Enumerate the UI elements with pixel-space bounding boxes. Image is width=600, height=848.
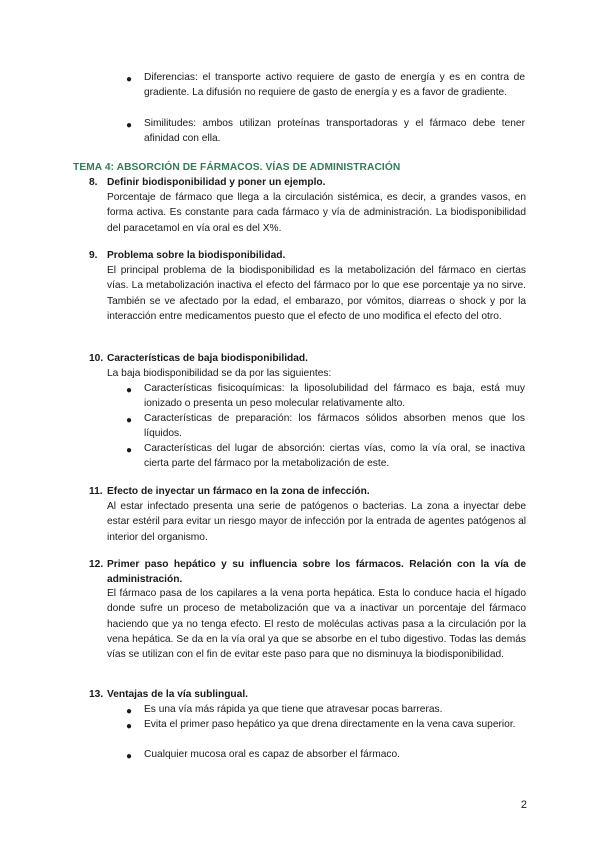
question-number: 8. <box>89 177 98 188</box>
question-number: 12. <box>89 559 104 570</box>
q13-bullet-first-pass: Evita el primer paso hepático ya que drena directamente en la vena cava superior. <box>144 719 516 730</box>
question-12-answer: El fármaco pasa de los capilares a la vena porta hepática. Esta lo conduce hacia el hígado donde sufre un proceso de metabolización que va a inactivar un porcentaje del fármaco haciendo que ya no tenga efecto. El resto de moléculas activas pasa a la circulación por la vena hepática. Se da en la vía oral ya que se absorbe en el tubo digestivo. Todas las demás vías se utilizan con el fin de evitar este paso para que no disminuya la biodisponibilidad. <box>107 588 526 661</box>
q10-bullet-preparation: Características de preparación: los fármacos sólidos absorben menos que los líquidos. <box>144 413 525 440</box>
question-13-heading <box>89 687 529 702</box>
question-number: 10. <box>89 353 104 364</box>
bullet-marker: ● <box>126 721 133 732</box>
q10-bullet-physicochemical: Características fisicoquímicas: la liposolubilidad del fármaco es baja, está muy ionizado o presenta un peso molecular relativamente alto. <box>144 383 525 410</box>
question-10-intro: La baja biodisponibilidad se da por las siguientes: <box>107 368 332 379</box>
bullet-similarities: Similitudes: ambos utilizan proteínas transportadoras y el fármaco debe tener afinidad con ella. <box>144 118 525 145</box>
question-9-heading <box>89 248 529 263</box>
question-number: 9. <box>89 250 98 261</box>
question-11-heading <box>89 484 529 499</box>
bullet-marker: ● <box>126 385 133 396</box>
q13-bullet-mucosa: Cualquier mucosa oral es capaz de absorber el fármaco. <box>144 749 400 760</box>
question-number: 13. <box>89 689 104 700</box>
bullet-differences: Diferencias: el transporte activo requiere de gasto de energía y es en contra de gradiente. La difusión no requiere de gasto de energía y es a favor de gradiente. <box>144 72 525 99</box>
question-title: Ventajas de la vía sublingual. <box>107 689 248 700</box>
bullet-marker: ● <box>126 120 133 131</box>
question-title: Efecto de inyectar un fármaco en la zona de infección. <box>107 486 370 497</box>
question-number: 11. <box>89 486 103 497</box>
bullet-marker: ● <box>126 445 133 456</box>
q13-bullet-faster: Es una vía más rápida ya que tiene que atravesar pocas barreras. <box>144 704 443 715</box>
question-8-heading <box>89 175 529 190</box>
question-12-heading <box>89 557 526 588</box>
bullet-marker: ● <box>126 415 133 426</box>
question-8-answer: Porcentaje de fármaco que llega a la circulación sistémica, es decir, a grandes vasos, en forma activa. Es constante para cada fármaco y vía de administración. La biodisponibilidad del paracetamol en vía oral es del X%. <box>107 192 526 234</box>
question-title: Problema sobre la biodisponibilidad. <box>107 250 286 261</box>
question-title: Primer paso hepático y su influencia sobre los fármacos. Relación con la vía de administración. <box>107 559 526 586</box>
section-title: TEMA 4: ABSORCIÓN DE FÁRMACOS. VÍAS DE ADMINISTRACIÓN <box>73 162 401 173</box>
bullet-marker: ● <box>126 706 133 717</box>
question-title: Definir biodisponibilidad y poner un ejemplo. <box>107 177 326 188</box>
q10-bullet-absorption-site: Características del lugar de absorción: ciertas vías, como la vía oral, se inactiva cierta parte del fármaco por la metabolización de este. <box>144 443 525 470</box>
question-9-answer: El principal problema de la biodisponibilidad es la metabolización del fármaco en ciertas vías. La metabolización inactiva el efecto del fármaco por lo que ese porcentaje ya no sirve. También se ve afectado por la edad, el embarazo, por vómitos, diarreas o shock y por la interacción entre medicamentos puesto que el efecto de uno modifica el efecto del otro. <box>107 265 526 322</box>
question-title: Características de baja biodisponibilidad. <box>107 353 308 364</box>
question-10-heading <box>89 351 529 366</box>
bullet-marker: ● <box>126 74 133 85</box>
page-number: 2 <box>520 799 527 811</box>
question-11-answer: Al estar infectado presenta una serie de patógenos o bacterias. La zona a inyectar debe estar estéril para evitar un riesgo mayor de infección por la entrada de agentes patógenos al interior del organismo. <box>107 501 526 543</box>
bullet-marker: ● <box>126 751 133 762</box>
